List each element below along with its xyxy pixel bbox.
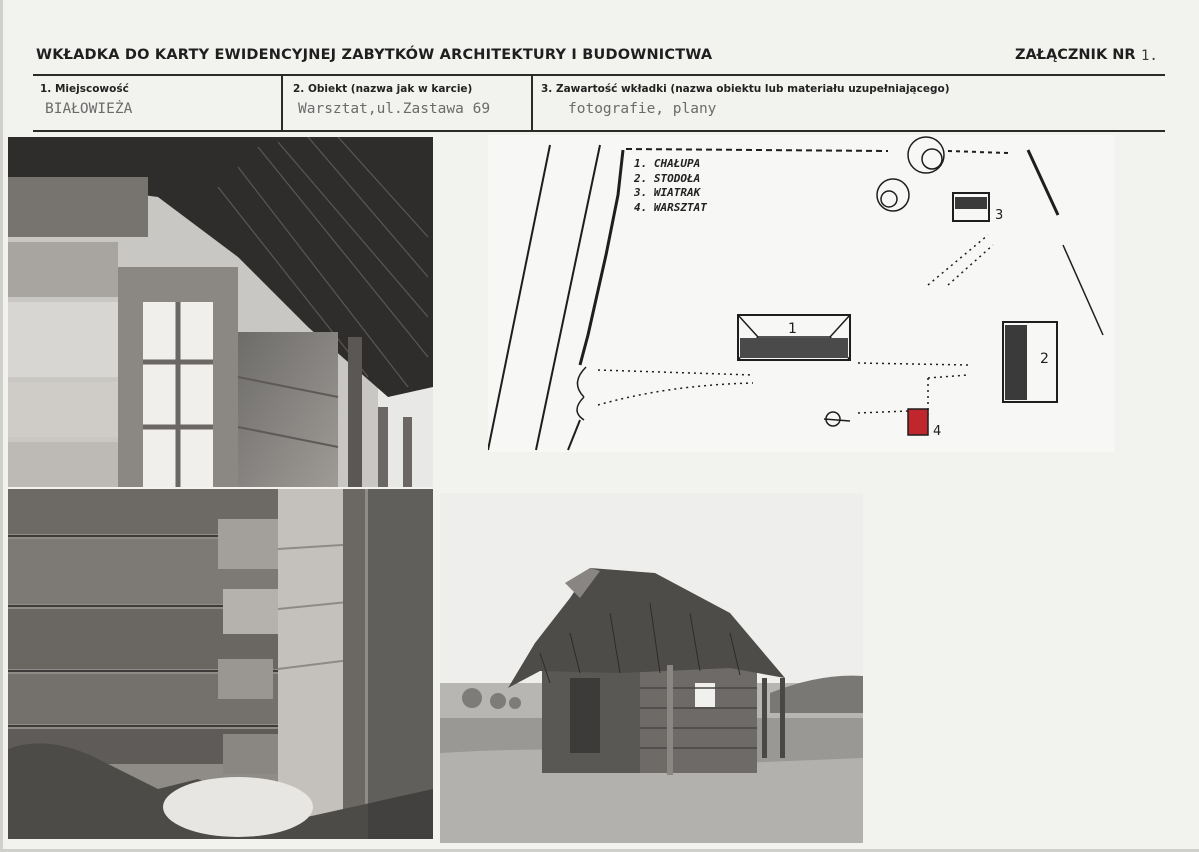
contents-label: 3. Zawartość wkładki (nazwa obiektu lub materiału uzupełniającego) — [541, 83, 950, 95]
header-rule — [33, 74, 1165, 76]
site-plan — [488, 135, 1115, 452]
field-divider — [281, 76, 283, 130]
marker-2: 2 — [1040, 351, 1049, 367]
legend-item: 1. CHAŁUPA — [634, 157, 701, 170]
photo-window-detail — [8, 137, 433, 487]
locality-value: BIAŁOWIEŻA — [45, 101, 133, 117]
site-plan-legend — [633, 157, 707, 214]
legend-item: 2. STODOŁA — [634, 172, 701, 185]
marker-4: 4 — [933, 424, 942, 439]
marker-1: 1 — [788, 321, 797, 337]
contents-value: fotografie, plany — [568, 101, 717, 117]
object-label: 2. Obiekt (nazwa jak w karcie) — [293, 83, 473, 95]
annex-label: ZAŁĄCZNIK NR — [1015, 47, 1136, 63]
card-title: WKŁADKA DO KARTY EWIDENCYJNEJ ZABYTKÓW ARCHITEKTURY I BUDOWNICTWA — [36, 47, 713, 63]
fields-rule — [33, 130, 1165, 132]
annex-number: 1. — [1141, 48, 1158, 64]
legend-item: 4. WARSZTAT — [634, 201, 707, 214]
locality-label: 1. Miejscowość — [40, 83, 129, 95]
legend-item: 3. WIATRAK — [634, 186, 701, 199]
field-divider — [531, 76, 533, 130]
object-value: Warsztat,ul.Zastawa 69 — [298, 101, 491, 117]
workshop-marker — [908, 409, 928, 435]
photo-workshop-exterior — [440, 493, 863, 843]
marker-3: 3 — [995, 208, 1004, 223]
photo-log-corner — [8, 489, 433, 839]
